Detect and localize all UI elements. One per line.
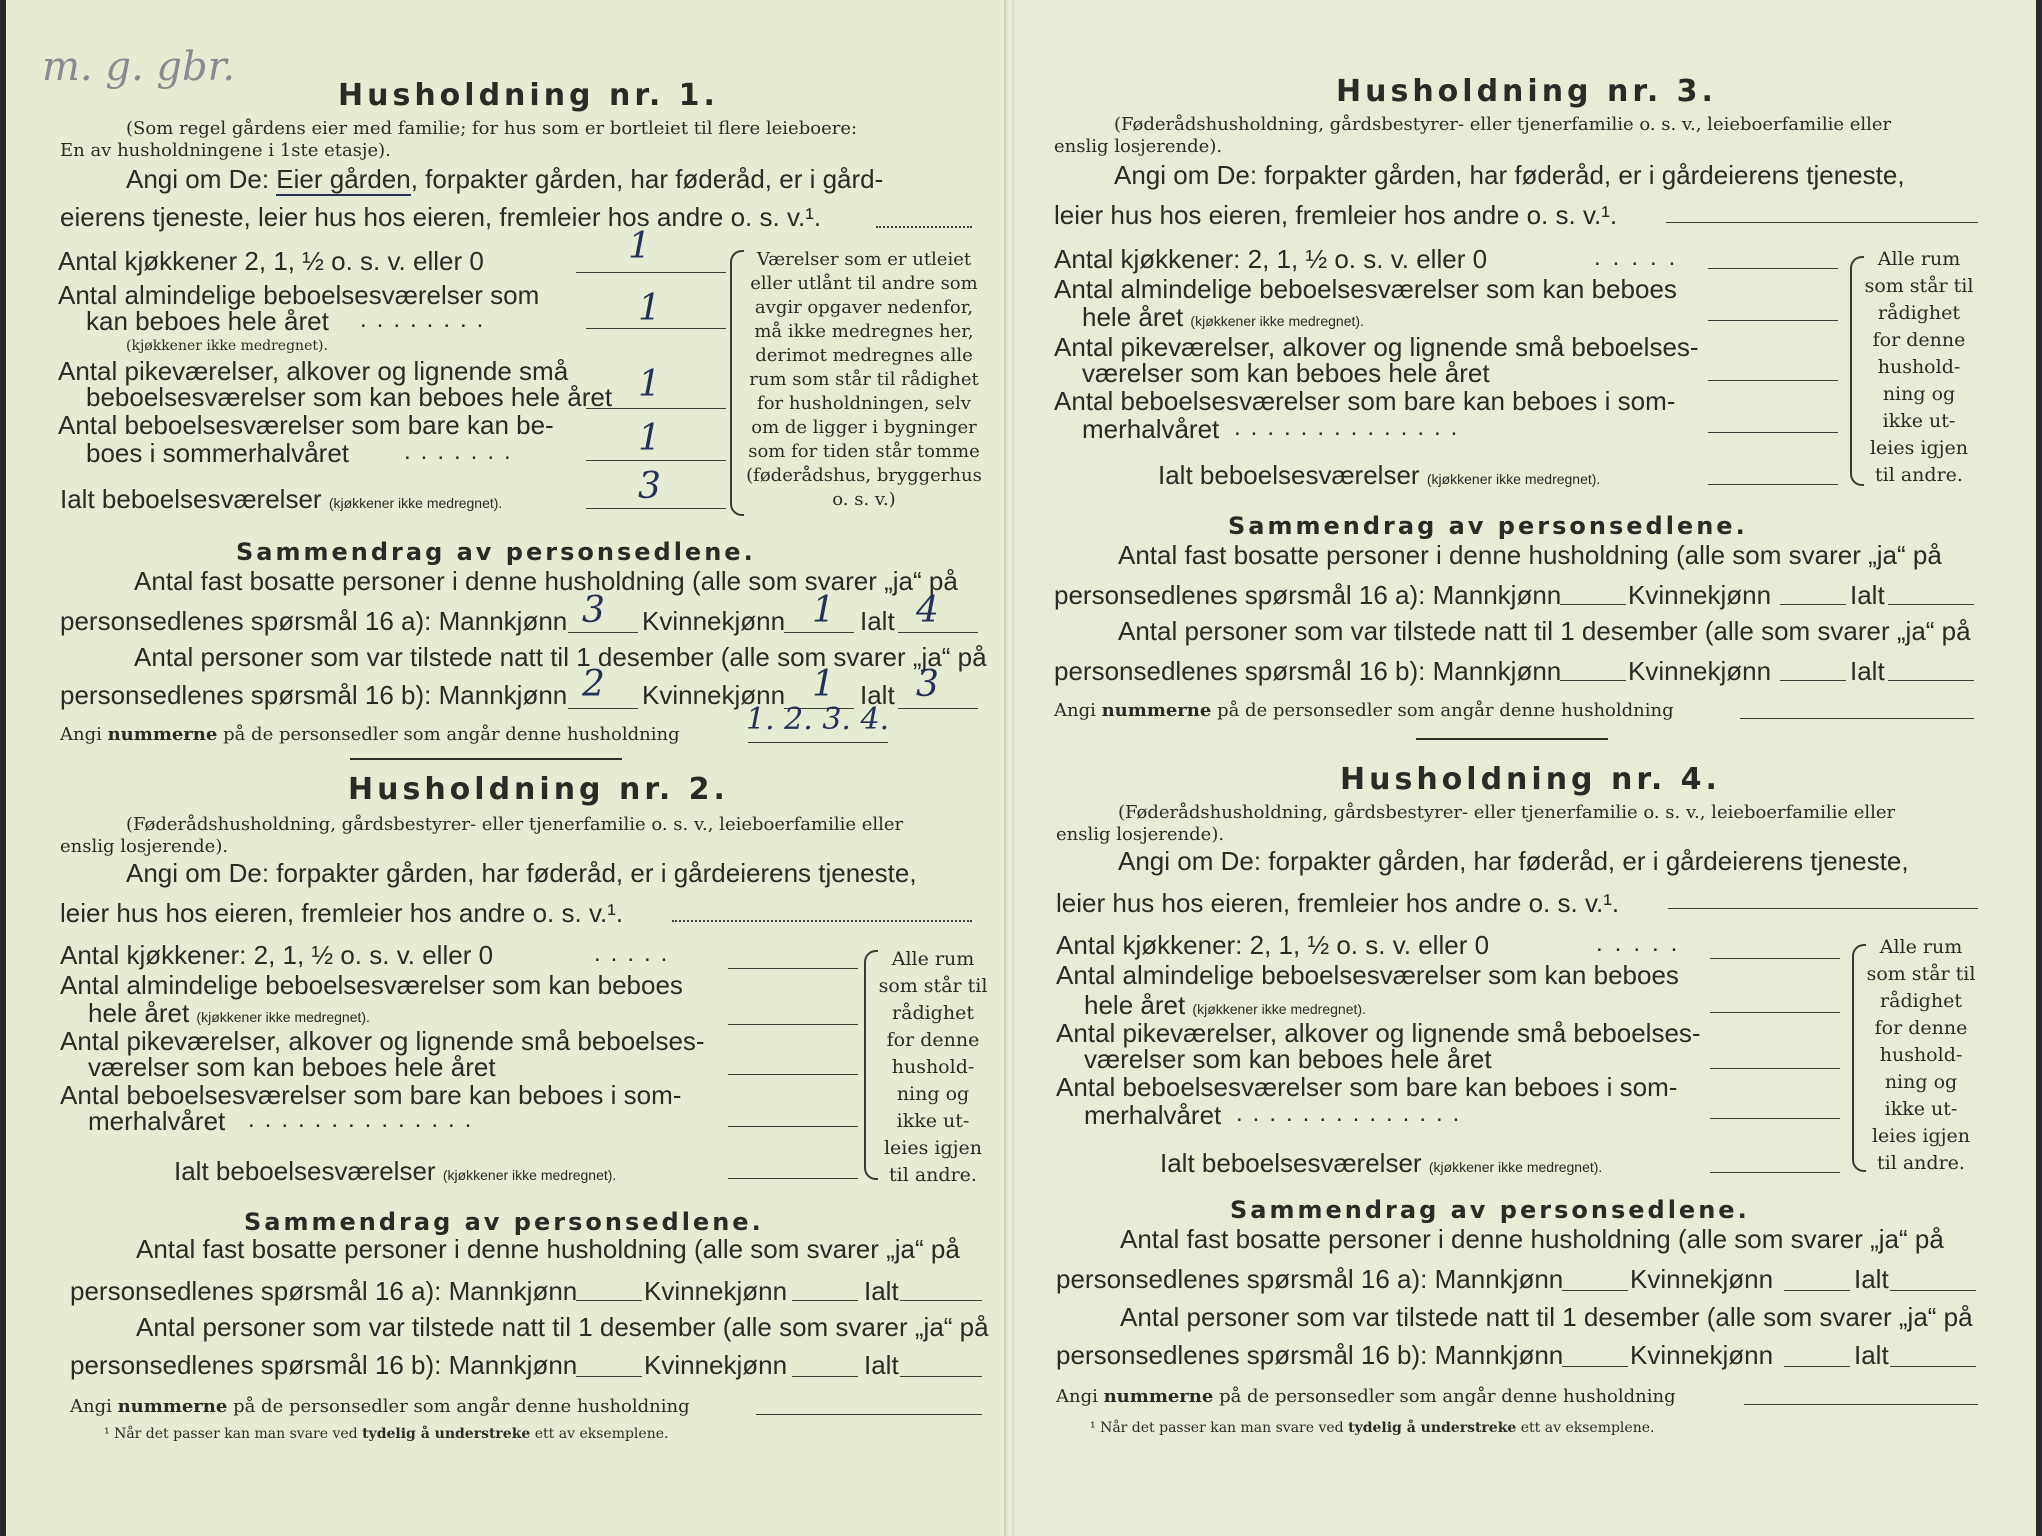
h3-angi-a: Angi om De: forpakter gården, har føderåd, er i gårdeierens tjeneste, <box>1114 160 1905 190</box>
h1-sum-a-mann: 3 <box>582 590 605 631</box>
h4-angi-b: leier hus hos eieren, fremleier hos andre o. s. v.¹. <box>1056 888 1620 918</box>
h1-val-kitchens: 1 <box>628 226 651 267</box>
h1-sum-b-ialt: 3 <box>916 664 939 705</box>
h2-row-summer-b: merhalvåret <box>88 1106 226 1136</box>
h4-row-small-b: værelser som kan beboes hele året <box>1084 1044 1492 1074</box>
h2-row-total: Ialt beboelsesværelser (kjøkkener ikke medregnet). <box>174 1156 617 1186</box>
h2-row-small: Antal pikeværelser, alkover og lignende små beboelses- <box>60 1026 705 1056</box>
h4-intro-a: (Føderådshusholdning, gårdsbestyrer- eller tjenerfamilie o. s. v., leieboerfamilie eller <box>1118 802 1896 823</box>
h2-row-summer: Antal beboelsesværelser som bare kan beboes i som- <box>60 1080 682 1110</box>
h3-sum-l3: Antal personer som var tilstede natt til 1 desember (alle som svarer „ja“ på <box>1118 616 1971 646</box>
h1-row-small: Antal pikeværelser, alkover og lignende små <box>58 356 569 386</box>
h4-row-total: Ialt beboelsesværelser (kjøkkener ikke medregnet). <box>1160 1148 1603 1178</box>
h1-summary-title: Sammendrag av personsedlene. <box>236 538 756 566</box>
h4-sum-l4-ia: Ialt <box>1854 1340 1889 1370</box>
h2-sum-l4-ia: Ialt <box>864 1350 899 1380</box>
h2-summary-title: Sammendrag av personsedlene. <box>244 1208 764 1236</box>
h3-side-note: Alle rum som står til rådighet for denne hushold-ning og ikke ut-leies igjen til andre. <box>1864 248 1974 486</box>
h2-angi-b: leier hus hos eieren, fremleier hos andre o. s. v.¹. <box>60 898 624 928</box>
h1-sum-l2-kv: Kvinnekjønn <box>642 606 786 636</box>
h2-title: Husholdning nr. 2. <box>348 772 729 807</box>
h1-sum-l2-ia: Ialt <box>860 606 895 636</box>
h3-row-small: Antal pikeværelser, alkover og lignende små beboelses- <box>1054 332 1699 362</box>
h3-angi-numbers: Angi nummerne på de personsedler som angår denne husholdning <box>1054 700 1674 721</box>
h4-sum-l4-kv: Kvinnekjønn <box>1630 1340 1774 1370</box>
h4-summary-title: Sammendrag av personsedlene. <box>1230 1196 1750 1224</box>
h2-row-kitchens: Antal kjøkkener: 2, 1, ½ o. s. v. eller 0 <box>60 940 494 970</box>
h1-sum-l4-kv: Kvinnekjønn <box>642 680 786 710</box>
h1-val-total: 3 <box>638 466 661 507</box>
h3-summary-title: Sammendrag av personsedlene. <box>1228 512 1748 540</box>
h2-angi-a: Angi om De: forpakter gården, har føderåd, er i gårdeierens tjeneste, <box>126 858 917 888</box>
h4-title: Husholdning nr. 4. <box>1340 762 1721 797</box>
h1-title: Husholdning nr. 1. <box>338 78 719 113</box>
h1-angi-b: eierens tjeneste, leier hus hos eieren, fremleier hos andre o. s. v.¹. <box>60 202 822 232</box>
h2-sum-l2: personsedlenes spørsmål 16 a): Mannkjønn <box>70 1276 578 1306</box>
h2-intro-a: (Føderådshusholdning, gårdsbestyrer- eller tjenerfamilie o. s. v., leieboerfamilie eller <box>126 814 904 835</box>
h2-angi-numbers: Angi nummerne på de personsedler som angår denne husholdning <box>70 1396 690 1417</box>
h1-row-total: Ialt beboelsesværelser (kjøkkener ikke medregnet). <box>60 484 503 514</box>
h3-row-summer-b: merhalvåret <box>1082 414 1220 444</box>
h4-intro-b: enslig losjerende). <box>1056 824 1225 845</box>
h1-sum-a-kvinne: 1 <box>812 590 835 631</box>
h3-row-small-b: værelser som kan beboes hele året <box>1082 358 1490 388</box>
h4-row-kitchens: Antal kjøkkener: 2, 1, ½ o. s. v. eller 0 <box>1056 930 1490 960</box>
h4-angi-a: Angi om De: forpakter gården, har føderåd, er i gårdeierens tjeneste, <box>1118 846 1909 876</box>
h2-sum-l1: Antal fast bosatte personer i denne husholdning (alle som svarer „ja“ på <box>136 1234 960 1264</box>
h3-sum-l4-kv: Kvinnekjønn <box>1628 656 1772 686</box>
h1-row-rooms-note: (kjøkkener ikke medregnet). <box>126 338 328 354</box>
h1-val-small: 1 <box>638 364 661 405</box>
h1-row-small-b: beboelsesværelser som kan beboes hele året <box>86 382 613 412</box>
h3-sum-l4-ia: Ialt <box>1850 656 1885 686</box>
h3-sum-l2-kv: Kvinnekjønn <box>1628 580 1772 610</box>
footnote-right: ¹ Når det passer kan man svare ved tydelig å understreke ett av eksemplene. <box>1090 1420 1655 1436</box>
h4-angi-numbers: Angi nummerne på de personsedler som angår denne husholdning <box>1056 1386 1676 1407</box>
h3-sum-l4: personsedlenes spørsmål 16 b): Mannkjønn <box>1054 656 1562 686</box>
h2-sum-l4-kv: Kvinnekjønn <box>644 1350 788 1380</box>
h1-angi-numbers: Angi nummerne på de personsedler som angår denne husholdning <box>60 724 680 745</box>
h4-sum-l4: personsedlenes spørsmål 16 b): Mannkjønn <box>1056 1340 1564 1370</box>
h4-sum-l2: personsedlenes spørsmål 16 a): Mannkjønn <box>1056 1264 1564 1294</box>
h1-side-note: Værelser som er utleiet eller utlånt til andre som avgir opgaver nedenfor, må ikke medregnes her, derimot medregnes alle rum som står til rådighet for husholdningen, selv om de ligger i bygninger som for tiden står tomme (føderådshus, bryggerhus o. s. v.) <box>746 249 982 510</box>
h2-row-small-b: værelser som kan beboes hele året <box>88 1052 496 1082</box>
h1-sum-l3: Antal personer som var tilstede natt til 1 desember (alle som svarer „ja“ på <box>134 642 987 672</box>
h4-row-small: Antal pikeværelser, alkover og lignende små beboelses- <box>1056 1018 1701 1048</box>
scan-edge-left <box>0 0 6 1536</box>
h3-title: Husholdning nr. 3. <box>1336 74 1717 109</box>
h3-row-kitchens: Antal kjøkkener: 2, 1, ½ o. s. v. eller 0 <box>1054 244 1488 274</box>
h4-sum-l2-ia: Ialt <box>1854 1264 1889 1294</box>
h1-intro-b: En av husholdningene i 1ste etasje). <box>60 140 391 161</box>
h3-sum-l1: Antal fast bosatte personer i denne husholdning (alle som svarer „ja“ på <box>1118 540 1942 570</box>
h2-intro-b: enslig losjerende). <box>60 836 229 857</box>
h3-row-rooms-b: hele året (kjøkkener ikke medregnet). <box>1082 302 1364 332</box>
h3-row-total: Ialt beboelsesværelser (kjøkkener ikke medregnet). <box>1158 460 1601 490</box>
h1-intro-a: (Som regel gårdens eier med familie; for hus som er bortleiet til flere leieboere: <box>126 118 858 139</box>
h2-side-note: Alle rum som står til rådighet for denne hushold-ning og ikke ut-leies igjen til andre. <box>878 948 988 1186</box>
h1-row-kitchens: Antal kjøkkener 2, 1, ½ o. s. v. eller 0 <box>58 246 484 276</box>
h4-sum-l3: Antal personer som var tilstede natt til 1 desember (alle som svarer „ja“ på <box>1120 1302 1973 1332</box>
h4-row-summer: Antal beboelsesværelser som bare kan beboes i som- <box>1056 1072 1678 1102</box>
h3-row-summer: Antal beboelsesværelser som bare kan beboes i som- <box>1054 386 1676 416</box>
h3-intro-b: enslig losjerende). <box>1054 136 1223 157</box>
h2-sum-l2-ia: Ialt <box>864 1276 899 1306</box>
h3-intro-a: (Føderådshusholdning, gårdsbestyrer- eller tjenerfamilie o. s. v., leieboerfamilie eller <box>1114 114 1892 135</box>
h1-row-summer: Antal beboelsesværelser som bare kan be- <box>58 410 554 440</box>
h4-sum-l2-kv: Kvinnekjønn <box>1630 1264 1774 1294</box>
h1-sum-l4: personsedlenes spørsmål 16 b): Mannkjønn <box>60 680 568 710</box>
h3-angi-b: leier hus hos eieren, fremleier hos andre o. s. v.¹. <box>1054 200 1618 230</box>
h2-row-rooms: Antal almindelige beboelsesværelser som kan beboes <box>60 970 683 1000</box>
h1-row-rooms-b: kan beboes hele året <box>86 306 329 336</box>
h1-sum-b-mann: 2 <box>582 664 605 705</box>
h4-row-summer-b: merhalvåret <box>1084 1100 1222 1130</box>
h4-row-rooms: Antal almindelige beboelsesværelser som kan beboes <box>1056 960 1679 990</box>
scan-edge-right <box>2036 0 2042 1536</box>
h1-sum-l4-ia: Ialt <box>860 680 895 710</box>
h2-sum-l2-kv: Kvinnekjønn <box>644 1276 788 1306</box>
h1-sum-l2: personsedlenes spørsmål 16 a): Mannkjønn <box>60 606 568 636</box>
h1-sum-a-ialt: 4 <box>916 590 939 631</box>
h4-side-note: Alle rum som står til rådighet for denne hushold-ning og ikke ut-leies igjen til andre. <box>1866 936 1976 1174</box>
eier-garden-underlined: Eier gården <box>276 164 411 194</box>
h2-sum-l4: personsedlenes spørsmål 16 b): Mannkjønn <box>70 1350 578 1380</box>
h3-sum-l2-ia: Ialt <box>1850 580 1885 610</box>
right-page: Husholdning nr. 3. (Føderådshusholdning, gårdsbestyrer- eller tjenerfamilie o. s. v., leieboerfamilie eller enslig losjerende). Angi om De: forpakter gården, har føderåd, er i gårdeierens tjeneste, leier hus hos eieren, fremleier hos andre o. s. v.¹. Antal kjøkkener: 2, 1, ½ o. s. v. eller 0 ..... Antal almindelige beboelsesværelser som kan beboes hele året (kjøkkener ikke medregnet). Antal pikeværelser, alkover og lignende små beboelses- værelser som kan beboes hele året Antal beboelsesværelser som bare kan beboes i som- merhalvåret .............. Ialt beboelsesværelser (kjøkkener ikke medregnet). Alle rum som står til rådighet for denne hushold-ning og ikke ut-leies igjen til andre. Sammendrag av personsedlene. Antal fast bosatte personer i denne husholdning (alle som svarer „ja“ på personsedlenes spørsmål 16 a): Mannkjønn Kvinnekjønn Ialt Antal personer som var tilstede natt til 1 desember (alle som svarer „ja“ på personsedlenes spørsmål 16 b): Mannkjønn Kvinnekjønn Ialt Angi nummerne på de personsedler som angår denne husholdning Husholdning nr. 4. (Føderådshusholdning, gårdsbestyrer- eller tjenerfamilie o. s. v., leieboerfamilie eller enslig losjerende). Angi om De: forpakter gården, har føderåd, er i gårdeierens tjeneste, leier hus hos eieren, fremleier hos andre o. s. v.¹. Antal kjøkkener: 2, 1, ½ o. s. v. eller 0 ..... Antal almindelige beboelsesværelser som kan beboes hele året (kjøkkener ikke medregnet). Antal pikeværelser, alkover og lignende små beboelses- værelser som kan beboes hele året Antal beboelsesværelser som bare kan beboes i som- merhalvåret .............. Ialt beboelsesværelser (kjøkkener ikke medregnet). Alle rum som står til rådighet for denne hushold-ning og ikke ut-leies igjen til andre. Sammendrag av personsedlene. Antal fast bosatte personer i denne husholdning (alle som svarer „ja“ på personsedlenes spørsmål 16 a): Mannkjønn Kvinnekjønn Ialt Antal personer som var tilstede natt til 1 desember (alle som svarer „ja“ på personsedlenes spørsmål 16 b): Mannkjønn Kvinnekjønn Ialt Angi nummerne på de personsedler som angår denne husholdning ¹ Når det passer kan man svare ved tydelig å understreke ett av eksemplene. <box>1014 0 2036 1536</box>
h2-sum-l3: Antal personer som var tilstede natt til 1 desember (alle som svarer „ja“ på <box>136 1312 989 1342</box>
h1-sum-b-kvinne: 1 <box>812 664 835 705</box>
h1-val-summer: 1 <box>638 418 661 459</box>
left-page: m. g. gbr. Husholdning nr. 1. (Som regel gårdens eier med familie; for hus som er bortleiet til flere leieboere: En av husholdningene i 1ste etasje). Angi om De: Eier gården, forpakter gården, har føderåd, er i gård- eierens tjeneste, leier hus hos eieren, fremleier hos andre o. s. v.¹. Antal kjøkkener 2, 1, ½ o. s. v. eller 0 Antal almindelige beboelsesværelser som kan beboes hele året ........ (kjøkkener ikke medregnet). Antal pikeværelser, alkover og lignende små beboelsesværelser som kan beboes hele året Antal beboelsesværelser som bare kan be- boes i sommerhalvåret ....... Ialt beboelsesværelser (kjøkkener ikke medregnet). 1 1 1 1 3 Værelser som er utleiet eller utlånt til andre som avgir opgaver nedenfor, må ikke medregnes her, derimot medregnes alle rum som står til rådighet for husholdningen, selv om de ligger i bygninger som for tiden står tomme (føderådshus, bryggerhus o. s. v.) Sammendrag av personsedlene. Antal fast bosatte personer i denne husholdning (alle som svarer „ja“ på personsedlenes spørsmål 16 a): Mannkjønn Kvinnekjønn Ialt 3 1 4 Antal personer som var tilstede natt til 1 desember (alle som svarer „ja“ på personsedlenes spørsmål 16 b): Mannkjønn Kvinnekjønn Ialt 2 1 3 Angi nummerne på de personsedler som angår denne husholdning 1. 2. 3. 4. Husholdning nr. 2. (Føderådshusholdning, gårdsbestyrer- eller tjenerfamilie o. s. v., leieboerfamilie eller enslig losjerende). Angi om De: forpakter gården, har føderåd, er i gårdeierens tjeneste, leier hus hos eieren, fremleier hos andre o. s. v.¹. Antal kjøkkener: 2, 1, ½ o. s. v. eller 0 ..... Antal almindelige beboelsesværelser som kan beboes hele året (kjøkkener ikke medregnet). Antal pikeværelser, alkover og lignende små beboelses- værelser som kan beboes hele året Antal beboelsesværelser som bare kan beboes i som- merhalvåret .............. Ialt beboelsesværelser (kjøkkener ikke medregnet). Alle rum som står til rådighet for denne hushold-ning og ikke ut-leies igjen til andre. Sammendrag av personsedlene. Antal fast bosatte personer i denne husholdning (alle som svarer „ja“ på personsedlenes spørsmål 16 a): Mannkjønn Kvinnekjønn Ialt Antal personer som var tilstede natt til 1 desember (alle som svarer „ja“ på personsedlenes spørsmål 16 b): Mannkjønn Kvinnekjønn Ialt Angi nummerne på de personsedler som angår denne husholdning ¹ Når det passer kan man svare ved tydelig å understreke ett av eksemplene. <box>8 0 1008 1536</box>
h1-angi-a: Angi om De: Eier gården, forpakter gården, har føderåd, er i gård- <box>126 164 884 194</box>
footnote-left: ¹ Når det passer kan man svare ved tydelig å understreke ett av eksemplene. <box>104 1426 669 1442</box>
h3-row-rooms: Antal almindelige beboelsesværelser som kan beboes <box>1054 274 1677 304</box>
h1-sum-l1: Antal fast bosatte personer i denne husholdning (alle som svarer „ja“ på <box>134 566 958 596</box>
h1-row-summer-b: boes i sommerhalvåret <box>86 438 349 468</box>
h1-numbers-value: 1. 2. 3. 4. <box>746 702 890 737</box>
corner-note: m. g. gbr. <box>42 44 236 90</box>
h1-val-rooms: 1 <box>638 288 661 329</box>
h3-sum-l2: personsedlenes spørsmål 16 a): Mannkjønn <box>1054 580 1562 610</box>
h1-row-rooms: Antal almindelige beboelsesværelser som <box>58 280 540 310</box>
h4-sum-l1: Antal fast bosatte personer i denne husholdning (alle som svarer „ja“ på <box>1120 1224 1944 1254</box>
h4-row-rooms-b: hele året (kjøkkener ikke medregnet). <box>1084 990 1366 1020</box>
h2-row-rooms-b: hele året (kjøkkener ikke medregnet). <box>88 998 370 1028</box>
